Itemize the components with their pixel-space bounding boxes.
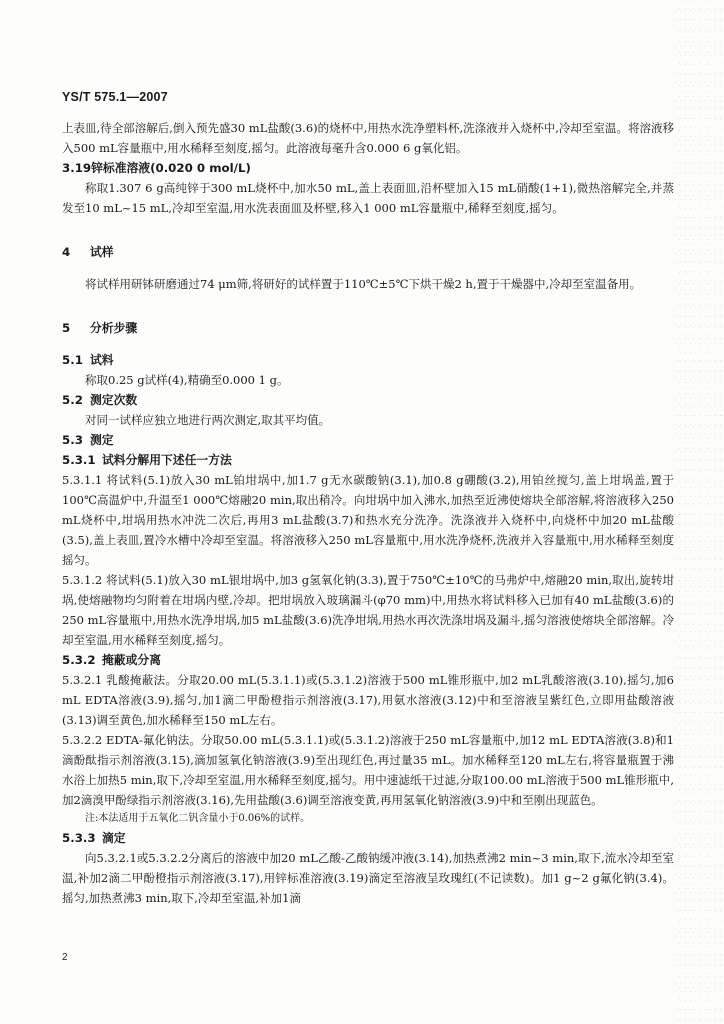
section-number: 4 — [62, 245, 71, 259]
section-title: 试料分解用下述任一方法 — [102, 453, 232, 467]
section-title: 测定 — [90, 433, 114, 447]
section-number: 5.2 — [62, 393, 83, 407]
section-5-3-3-heading — [62, 828, 674, 848]
note: 注:本法适用于五氧化二钒含量小于0.06%的试样。 — [85, 813, 311, 824]
paragraph-5-3-1-2: 5.3.1.2 将试料(5.1)放入30 mL银坩埚中,加3 g氢氧化钠(3.3),置于750℃±10℃的马弗炉中,熔融20 min,取出,旋转坩埚,使熔融物均匀附着在坩埚内壁,冷却。把坩埚放入玻璃漏斗(φ70 mm)中,用热水将试料移入已加有40 mL盐酸(3.6)的250 mL容量瓶中,用热水洗净坩埚,加5 mL盐酸(3.6)洗净坩埚,用热水再次洗涤坩埚及漏斗,摇匀溶液使熔块全部溶解。冷却至室温,用水稀释至刻度,摇匀。 — [62, 573, 674, 647]
section-number: 5.3.1 — [62, 453, 96, 467]
section-title: 试样 — [90, 245, 114, 259]
paragraph-5-3-1-1: 5.3.1.1 将试料(5.1)放入30 mL铂坩埚中,加1.7 g无水碳酸钠(3.1),加0.8 g硼酸(3.2),用铂丝搅匀,盖上坩埚盖,置于100℃高温炉中,升温至1 000℃熔融20 min,取出稍冷。向坩埚中加入沸水,加热至近沸使熔块全部溶解,将溶液移入250 mL烧杯中,坩埚用热水冲洗二次后,再用3 mL盐酸(3.7)和热水充分洗净。洗涤液并入烧杯中,向烧杯中加20 mL盐酸(3.5),盖上表皿,置冷水槽中冷却至室温。将溶液移入250 mL容量瓶中,用水洗净烧杯,洗液并入容量瓶中,用水稀释至刻度摇匀。 — [62, 473, 674, 567]
paragraph-5-2: 对同一试样应独立地进行两次测定,取其平均值。 — [85, 413, 331, 427]
section-title: 试料 — [90, 353, 114, 367]
paragraph-5-3-2-2: 5.3.2.2 EDTA-氟化钠法。分取50.00 mL(5.3.1.1)或(5.3.1.2)溶液于250 mL容量瓶中,加12 mL EDTA溶液(3.8)和1滴酚酞指示剂溶液(3.15),滴加氢氧化钠溶液(3.9)至出现红色,再过量35 mL。加水稀释至120 mL左右,将容量瓶置于沸水浴上加热5 min,取下,冷却至室温,用水稀释至刻度,摇匀。用中速滤纸干过滤,分取100.00 mL溶液于500 mL锥形瓶中,加2滴溴甲酚绿指示剂溶液(3.16),先用盐酸(3.6)调至溶液变黄,再用氢氧化钠溶液(3.9)中和至刚出现蓝色。 — [62, 733, 674, 807]
section-title: 掩蔽或分离 — [102, 653, 161, 667]
paragraph-3-19: 称取1.307 6 g高纯锌于300 mL烧杯中,加水50 mL,盖上表面皿,沿杯壁加入15 mL硝酸(1+1),微热溶解完全,并蒸发至10 mL~15 mL,冷却至室温,用水洗表面皿及杯壁,移入1 000 mL容量瓶中,稀释至刻度,摇匀。 — [62, 181, 674, 215]
section-3-19-heading — [62, 158, 674, 178]
standard-number-header: YS/T 575.1—2007 — [62, 90, 168, 104]
section-number: 5.1 — [62, 353, 83, 367]
section-number: 5.3 — [62, 433, 83, 447]
scan-edge-noise — [674, 0, 724, 1024]
section-number: 5.3.2 — [62, 653, 96, 667]
section-5-3-heading — [62, 430, 674, 450]
section-title: 锌标准溶液(0.020 0 mol/L) — [91, 161, 251, 175]
section-title: 滴定 — [102, 831, 126, 845]
paragraph-5-1: 称取0.25 g试样(4),精确至0.000 1 g。 — [85, 373, 289, 387]
paragraph-5-3-2-1: 5.3.2.1 乳酸掩蔽法。分取20.00 mL(5.3.1.1)或(5.3.1.2)溶液于500 mL锥形瓶中,加2 mL乳酸溶液(3.10),摇匀,加6 mL EDTA溶液(3.9),摇匀,加1滴二甲酚橙指示剂溶液(3.17),用氨水溶液(3.12)中和至溶液呈紫红色,立即用盐酸溶液(3.13)调至黄色,加水稀释至150 mL左右。 — [62, 673, 674, 727]
section-number: 5 — [62, 321, 71, 335]
section-5-1-heading — [62, 350, 674, 370]
section-5-heading — [62, 318, 674, 338]
section-title: 测定次数 — [90, 393, 138, 407]
section-5-3-2-heading — [62, 650, 674, 670]
paragraph-5-3-3: 向5.3.2.1或5.3.2.2分离后的溶液中加20 mL乙酸-乙酸钠缓冲液(3.14),加热煮沸2 min~3 min,取下,流水冷却至室温,补加2滴二甲酚橙指示剂溶液(3.17),用锌标准溶液(3.19)滴定至溶液呈玫瑰红(不记读数)。加1 g~2 g氟化钠(3.4)。摇匀,加热煮沸3 min,取下,冷却至室温,补加1滴 — [62, 851, 674, 905]
section-5-2-heading — [62, 390, 674, 410]
paragraph-continued: 上表皿,待全部溶解后,倒入预先盛30 mL盐酸(3.6)的烧杯中,用热水洗净塑料杯,洗涤液并入烧杯中,冷却至室温。将溶液移入500 mL容量瓶中,用水稀释至刻度,摇匀。此溶液每毫升含0.000 6 g氧化铝。 — [62, 121, 674, 155]
page-number: 2 — [62, 952, 68, 963]
section-4-heading — [62, 242, 674, 262]
document-body — [62, 118, 674, 908]
section-title: 分析步骤 — [90, 321, 138, 335]
paragraph-4: 将试样用研钵研磨通过74 μm筛,将研好的试样置于110℃±5℃下烘干燥2 h,置于干燥器中,冷却至室温备用。 — [85, 277, 642, 291]
section-5-3-1-heading — [62, 450, 674, 470]
section-number: 3.19 — [62, 161, 92, 175]
section-number: 5.3.3 — [62, 831, 96, 845]
